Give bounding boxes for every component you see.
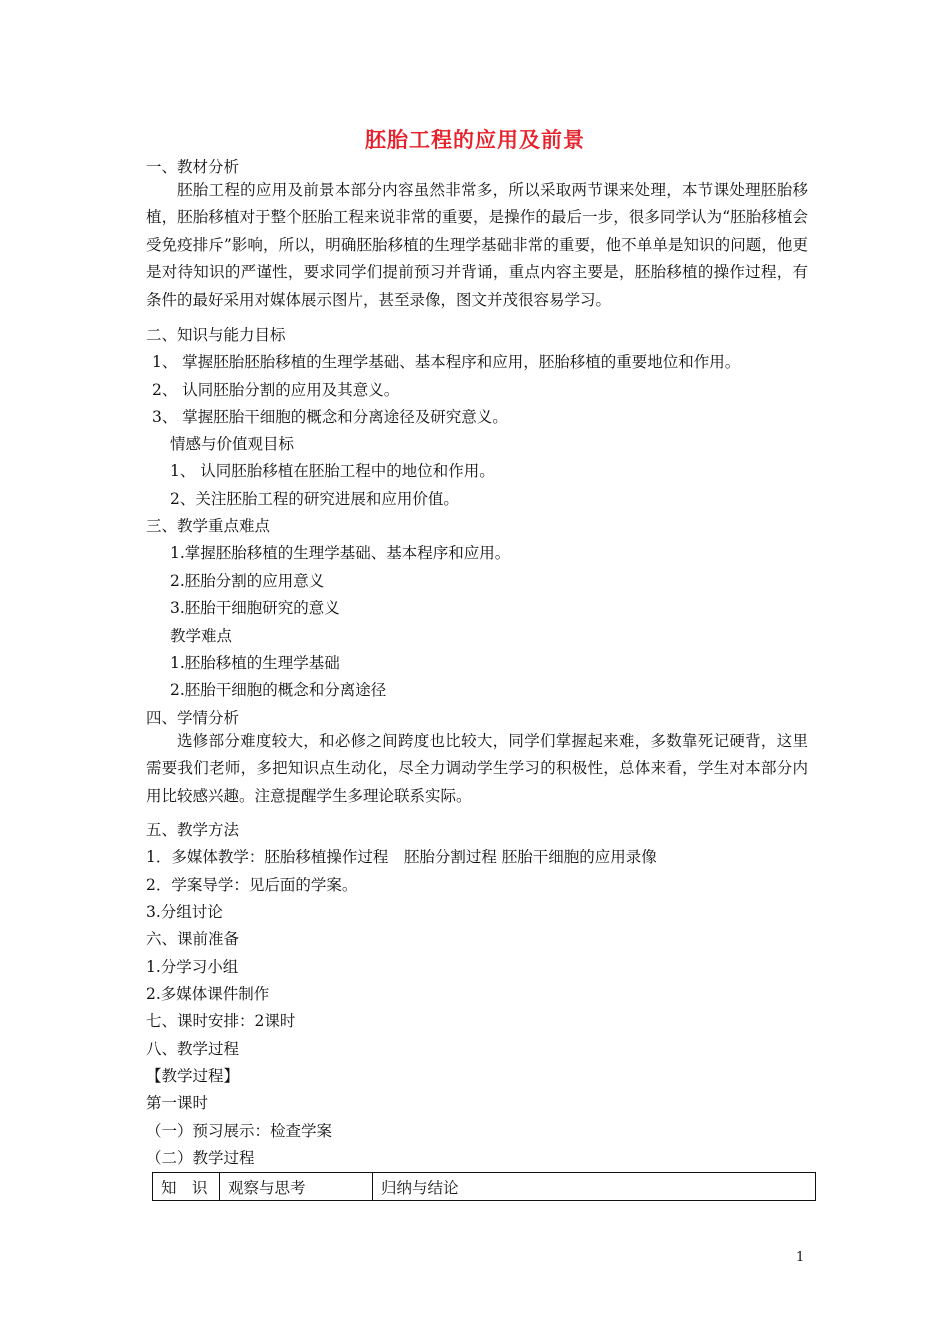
section-heading: 五、教学方法: [146, 821, 240, 839]
table-header-cell: 知 识: [153, 1173, 220, 1201]
list-item: 2．学案导学：见后面的学案。: [146, 876, 358, 894]
document-title: 胚胎工程的应用及前景: [365, 127, 585, 152]
list-item: 2、 认同胚胎分割的应用及其意义。: [152, 381, 400, 399]
section-heading: 三、教学重点难点: [146, 517, 271, 535]
bracket-heading: 【教学过程】: [146, 1067, 240, 1085]
step-label: （一）预习展示：检查学案: [146, 1122, 333, 1140]
table-header-row: [153, 1173, 816, 1201]
list-item: 1、 掌握胚胎胚胎移植的生理学基础、基本程序和应用，胚胎移植的重要地位和作用。: [152, 353, 741, 371]
section-heading: 四、学情分析: [146, 709, 240, 727]
section-heading: 八、教学过程: [146, 1040, 240, 1058]
list-item: 1.胚胎移植的生理学基础: [170, 654, 340, 672]
section-heading: 六、课前准备: [146, 930, 240, 948]
sub-heading: 情感与价值观目标: [170, 435, 295, 453]
paragraph: 胚胎工程的应用及前景本部分内容虽然非常多，所以采取两节课来处理，本节课处理胚胎移植，胚胎移植对于整个胚胎工程来说非常的重要，是操作的最后一步，很多同学认为“胚胎移植会受免疫排斥”影响，所以，明确胚胎移植的生理学基础非常的重要，他不单单是知识的问题，他更是对待知识的严谨性，要求同学们提前预习并背诵，重点内容主要是，胚胎移植的操作过程，有条件的最好采用对媒体展示图片，甚至录像，图文并茂很容易学习。: [146, 181, 808, 309]
list-item: 2.胚胎分割的应用意义: [170, 572, 325, 590]
step-label: （二）教学过程: [146, 1149, 255, 1167]
table-header-cell: 归纳与结论: [373, 1173, 816, 1201]
section-heading: 一、教材分析: [146, 158, 240, 176]
list-item: 1．多媒体教学：胚胎移植操作过程 胚胎分割过程 胚胎干细胞的应用录像: [146, 848, 657, 866]
list-item: 1、 认同胚胎移植在胚胎工程中的地位和作用。: [170, 462, 495, 480]
sub-heading: 教学难点: [170, 627, 233, 645]
lesson-label: 第一课时: [146, 1094, 209, 1112]
process-table: [152, 1172, 816, 1201]
list-item: 2.胚胎干细胞的概念和分离途径: [170, 681, 387, 699]
table-header-cell: 观察与思考: [220, 1173, 373, 1201]
paragraph: 选修部分难度较大，和必修之间跨度也比较大，同学们掌握起来难，多数靠死记硬背，这里需要我们老师，多把知识点生动化，尽全力调动学生学习的积极性，总体来看，学生对本部分内用比较感兴趣。注意提醒学生多理论联系实际。: [146, 732, 808, 805]
list-item: 3、 掌握胚胎干细胞的概念和分离途径及研究意义。: [152, 408, 508, 426]
list-item: 3.胚胎干细胞研究的意义: [170, 599, 340, 617]
section-heading: 七、课时安排：2课时: [146, 1012, 296, 1030]
list-item: 1.掌握胚胎移植的生理学基础、基本程序和应用。: [170, 544, 511, 562]
list-item: 3.分组讨论: [146, 903, 223, 921]
list-item: 2.多媒体课件制作: [146, 985, 270, 1003]
page-number: 1: [796, 1250, 805, 1265]
list-item: 1.分学习小组: [146, 958, 239, 976]
list-item: 2、关注胚胎工程的研究进展和应用价值。: [170, 490, 459, 508]
section-heading: 二、知识与能力目标: [146, 326, 286, 344]
